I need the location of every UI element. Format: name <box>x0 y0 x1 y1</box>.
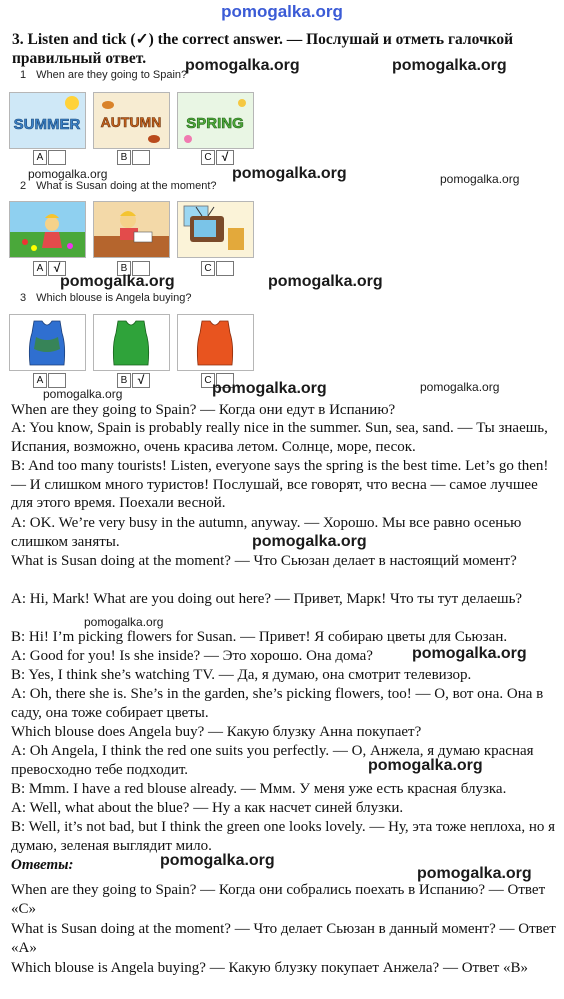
answer-line: When are they going to Spain? — Когда они собрались поехать в Испанию? — Ответ «C» <box>11 882 546 917</box>
transcript-line: A: You know, Spain is probably really nice in the summer. Sun, sea, sand. — Ты знаешь, Испания, возможно, очень красива летом. Солнце, море, песок. <box>11 420 548 455</box>
option-letter: C <box>201 261 215 276</box>
tick-box[interactable] <box>132 150 150 165</box>
tick-box[interactable] <box>216 261 234 276</box>
transcript-line: When are they going to Spain? — Когда они едут в Испанию? <box>11 402 396 418</box>
option-letter: A <box>33 261 47 276</box>
girl-reading-illustration <box>94 202 169 257</box>
option-2c[interactable] <box>201 261 234 276</box>
picture-tv <box>177 201 254 258</box>
question-text: When are they going to Spain? <box>36 69 188 81</box>
tv-illustration <box>178 202 253 257</box>
transcript-line: A: Hi, Mark! What are you doing out here? — Привет, Марк! Что ты тут делаешь? <box>11 591 523 607</box>
transcript-line: Which blouse does Angela buy? — Какую блузку Анна покупает? <box>11 724 422 740</box>
tick-box[interactable] <box>48 373 66 388</box>
picture-garden <box>9 201 86 258</box>
watermark: pomogalka.org <box>28 167 108 181</box>
option-1a[interactable] <box>33 150 66 165</box>
transcript-line: A: Well, what about the blue? — Ну а как насчет синей блузки. <box>11 800 404 816</box>
spring-illustration <box>178 93 253 148</box>
question-number: 2 <box>20 180 27 192</box>
watermark: pomogalka.org <box>420 380 500 394</box>
option-letter: B <box>117 261 131 276</box>
transcript-line: B: Yes, I think she’s watching TV. — Да, я думаю, она смотрит телевизор. <box>11 667 472 683</box>
transcript-line: A: Oh Angela, I think the red one suits you perfectly. — О, Анжела, я думаю красная превосходно тебе подходит. <box>11 743 534 778</box>
option-3a[interactable] <box>33 373 66 388</box>
question-1 <box>20 69 187 81</box>
question-number: 1 <box>20 69 27 81</box>
option-letter: B <box>117 373 131 388</box>
girl-in-garden-illustration <box>10 202 85 257</box>
watermark: pomogalka.org <box>440 172 520 186</box>
answers-label: Ответы: <box>11 857 74 873</box>
tick-box[interactable]: √ <box>216 150 234 165</box>
transcript-line: B: And too many tourists! Listen, everyone says the spring is the best time. Let’s go then! — И слишком много туристов! Послушай, все говорят, что весна — самое лучшее для этого время. Поехали весной. <box>11 458 549 511</box>
watermark: pomogalka.org <box>43 387 123 401</box>
watermark: pomogalka.org <box>212 380 327 397</box>
question-text: Which blouse is Angela buying? <box>36 292 192 304</box>
picture-summer <box>9 92 86 149</box>
watermark: pomogalka.org <box>412 645 527 662</box>
watermark: pomogalka.org <box>232 165 347 182</box>
option-1c[interactable] <box>201 150 234 165</box>
blue-blouse-icon <box>10 315 85 370</box>
answer-line: Which blouse is Angela buying? — Какую блузку покупает Анжела? — Ответ «B» <box>11 960 529 976</box>
svg-text:SPRING: SPRING <box>186 115 244 132</box>
option-letter: A <box>33 150 47 165</box>
transcript-line: What is Susan doing at the moment? — Что Сьюзан делает в настоящий момент? <box>11 553 517 569</box>
watermark: pomogalka.org <box>185 57 300 74</box>
watermark: pomogalka.org <box>268 273 383 290</box>
question-3 <box>20 292 191 304</box>
option-letter: C <box>201 373 215 388</box>
picture-autumn <box>93 92 170 149</box>
option-letter: C <box>201 150 215 165</box>
exercise-heading: 3. Listen and tick (✓) the correct answer. — Послушай и отметь галочкой правильный ответ. <box>12 31 514 67</box>
option-letter: B <box>117 150 131 165</box>
watermark: pomogalka.org <box>252 533 367 550</box>
transcript-line: A: Oh, there she is. She’s in the garden, she’s picking flowers, too! — О, вот она. Она в саду, она тоже собирает цветы. <box>11 686 544 721</box>
transcript-line: A: Good for you! Is she inside? — Это хорошо. Она дома? <box>11 648 373 664</box>
question-number: 3 <box>20 292 27 304</box>
question-text: What is Susan doing at the moment? <box>36 180 217 192</box>
transcript-line: B: Mmm. I have a red blouse already. — Ммм. У меня уже есть красная блузка. <box>11 781 507 797</box>
watermark: pomogalka.org <box>417 865 532 882</box>
autumn-illustration <box>94 93 169 148</box>
transcript-line: B: Well, it’s not bad, but I think the green one looks lovely. — Ну, эта тоже неплоха, но я думаю, зеленая выглядит мило. <box>11 819 556 854</box>
picture-blouse-green <box>93 314 170 371</box>
picture-blouse-red <box>177 314 254 371</box>
option-1b[interactable] <box>117 150 150 165</box>
tick-box[interactable]: √ <box>48 261 66 276</box>
option-letter: A <box>33 373 47 388</box>
transcript-line: A: OK. We’re very busy in the autumn, anyway. — Хорошо. Мы все равно осенью слишком заняты. <box>11 515 522 550</box>
watermark: pomogalka.org <box>392 57 507 74</box>
answer-line: What is Susan doing at the moment? — Что делает Сьюзан в данный момент? — Ответ «A» <box>11 921 556 956</box>
option-3b[interactable] <box>117 373 150 388</box>
watermark: pomogalka.org <box>160 852 275 869</box>
picture-blouse-blue <box>9 314 86 371</box>
picture-reading <box>93 201 170 258</box>
tick-box[interactable]: √ <box>132 373 150 388</box>
green-blouse-icon <box>94 315 169 370</box>
summer-illustration <box>10 93 85 148</box>
watermark: pomogalka.org <box>368 757 483 774</box>
transcript-line: B: Hi! I’m picking flowers for Susan. — Привет! Я собираю цветы для Сьюзан. <box>11 629 508 645</box>
watermark: pomogalka.org <box>84 615 164 629</box>
red-blouse-icon <box>178 315 253 370</box>
tick-box[interactable] <box>48 150 66 165</box>
svg-text:AUTUMN: AUTUMN <box>100 114 162 130</box>
picture-spring <box>177 92 254 149</box>
svg-text:SUMMER: SUMMER <box>13 116 81 133</box>
question-2 <box>20 180 217 192</box>
top-watermark: pomogalka.org <box>221 2 343 21</box>
watermark: pomogalka.org <box>60 273 175 290</box>
